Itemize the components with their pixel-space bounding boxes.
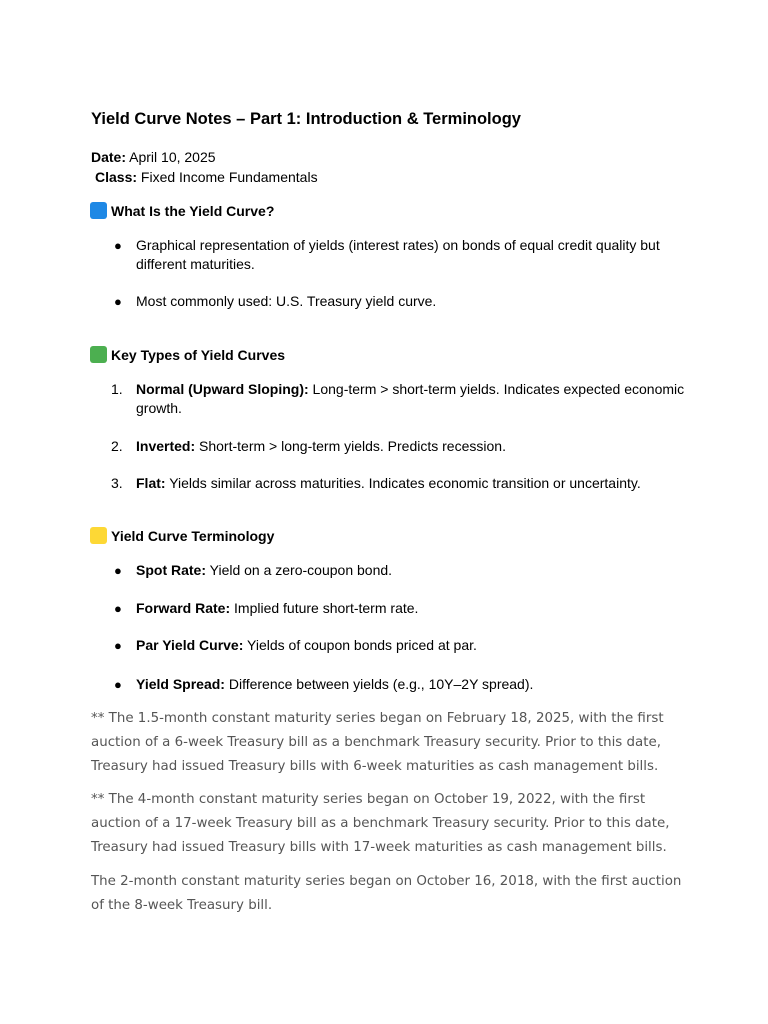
list-item	[111, 599, 691, 618]
number-marker: 2.	[111, 438, 123, 454]
term-label: Par Yield Curve:	[136, 637, 244, 653]
list-item-text	[136, 599, 418, 618]
list-item	[111, 561, 691, 580]
list-item-text	[136, 474, 641, 493]
term-description: Yields similar across maturities. Indicates economic transition or uncertainty.	[165, 475, 641, 491]
list-item	[111, 675, 691, 694]
term-description: Long-term > short-term yields. Indicates expected economic growth.	[136, 381, 685, 416]
date-label: Date:	[91, 149, 127, 165]
list-item	[111, 236, 691, 274]
list-item	[111, 292, 691, 311]
list-item	[111, 636, 691, 655]
section-heading-label: What Is the Yield Curve?	[111, 202, 275, 219]
numbered-list-item	[111, 380, 691, 418]
class-value: Fixed Income Fundamentals	[140, 169, 318, 185]
footnote-paragraph: The 2-month constant maturity series began on October 16, 2018, with the first auction of the 8-week Treasury bill.	[91, 874, 682, 913]
list-item-text	[136, 380, 691, 418]
numbered-list-item	[111, 474, 691, 493]
term-description: Yields of coupon bonds priced at par.	[243, 637, 477, 653]
section-heading-label: Key Types of Yield Curves	[111, 346, 286, 363]
document-title: Yield Curve Notes – Part 1: Introduction & Terminology	[91, 110, 521, 128]
footnote-paragraph: ** The 1.5-month constant maturity series began on February 18, 2025, with the first auction of a 6-week Treasury bill as a benchmark Treasury security. Prior to this date, Treasury had issued Treasury bills with 6-week maturities as cash management bills.	[91, 711, 664, 774]
class-label: Class:	[95, 169, 138, 185]
blue-square-icon	[90, 202, 107, 219]
list-item-text	[136, 437, 506, 456]
bullet-marker: ●	[114, 238, 122, 253]
list-item-text	[136, 561, 392, 580]
class-line	[95, 169, 318, 185]
term-description: Implied future short-term rate.	[230, 600, 419, 616]
list-item-text	[136, 675, 533, 694]
list-item-text	[136, 636, 477, 655]
section-heading-terminology	[90, 527, 274, 544]
bullet-marker: ●	[114, 638, 122, 653]
term-label: Forward Rate:	[136, 600, 231, 616]
list-item-text: Most commonly used: U.S. Treasury yield curve.	[136, 293, 437, 309]
section-heading-label: Yield Curve Terminology	[111, 527, 275, 544]
list-item-text: Graphical representation of yields (interest rates) on bonds of equal credit quality but different maturities.	[136, 237, 660, 272]
date-line	[91, 149, 216, 165]
term-label: Inverted:	[136, 438, 196, 454]
date-value: April 10, 2025	[129, 149, 216, 165]
term-label: Normal (Upward Sloping):	[136, 381, 309, 397]
term-description: Difference between yields (e.g., 10Y–2Y spread).	[224, 676, 534, 692]
section-heading-what-is	[90, 202, 274, 219]
green-square-icon	[90, 346, 107, 363]
bullet-marker: ●	[114, 601, 122, 616]
term-label: Spot Rate:	[136, 562, 206, 578]
footnote-paragraph: ** The 4-month constant maturity series began on October 19, 2022, with the first auction of a 17-week Treasury bill as a benchmark Treasury security. Prior to this date, Treasury had issued Treasury bills with 17-week maturities as cash management bills.	[91, 792, 670, 855]
bullet-marker: ●	[114, 677, 122, 692]
number-marker: 1.	[111, 381, 123, 397]
section-heading-key-types	[90, 346, 285, 363]
term-label: Yield Spread:	[136, 676, 225, 692]
numbered-list-item	[111, 437, 691, 456]
bullet-marker: ●	[114, 294, 122, 309]
bullet-marker: ●	[114, 563, 122, 578]
number-marker: 3.	[111, 475, 123, 491]
term-description: Short-term > long-term yields. Predicts recession.	[195, 438, 506, 454]
yellow-square-icon	[90, 527, 107, 544]
term-description: Yield on a zero-coupon bond.	[206, 562, 393, 578]
term-label: Flat:	[136, 475, 166, 491]
